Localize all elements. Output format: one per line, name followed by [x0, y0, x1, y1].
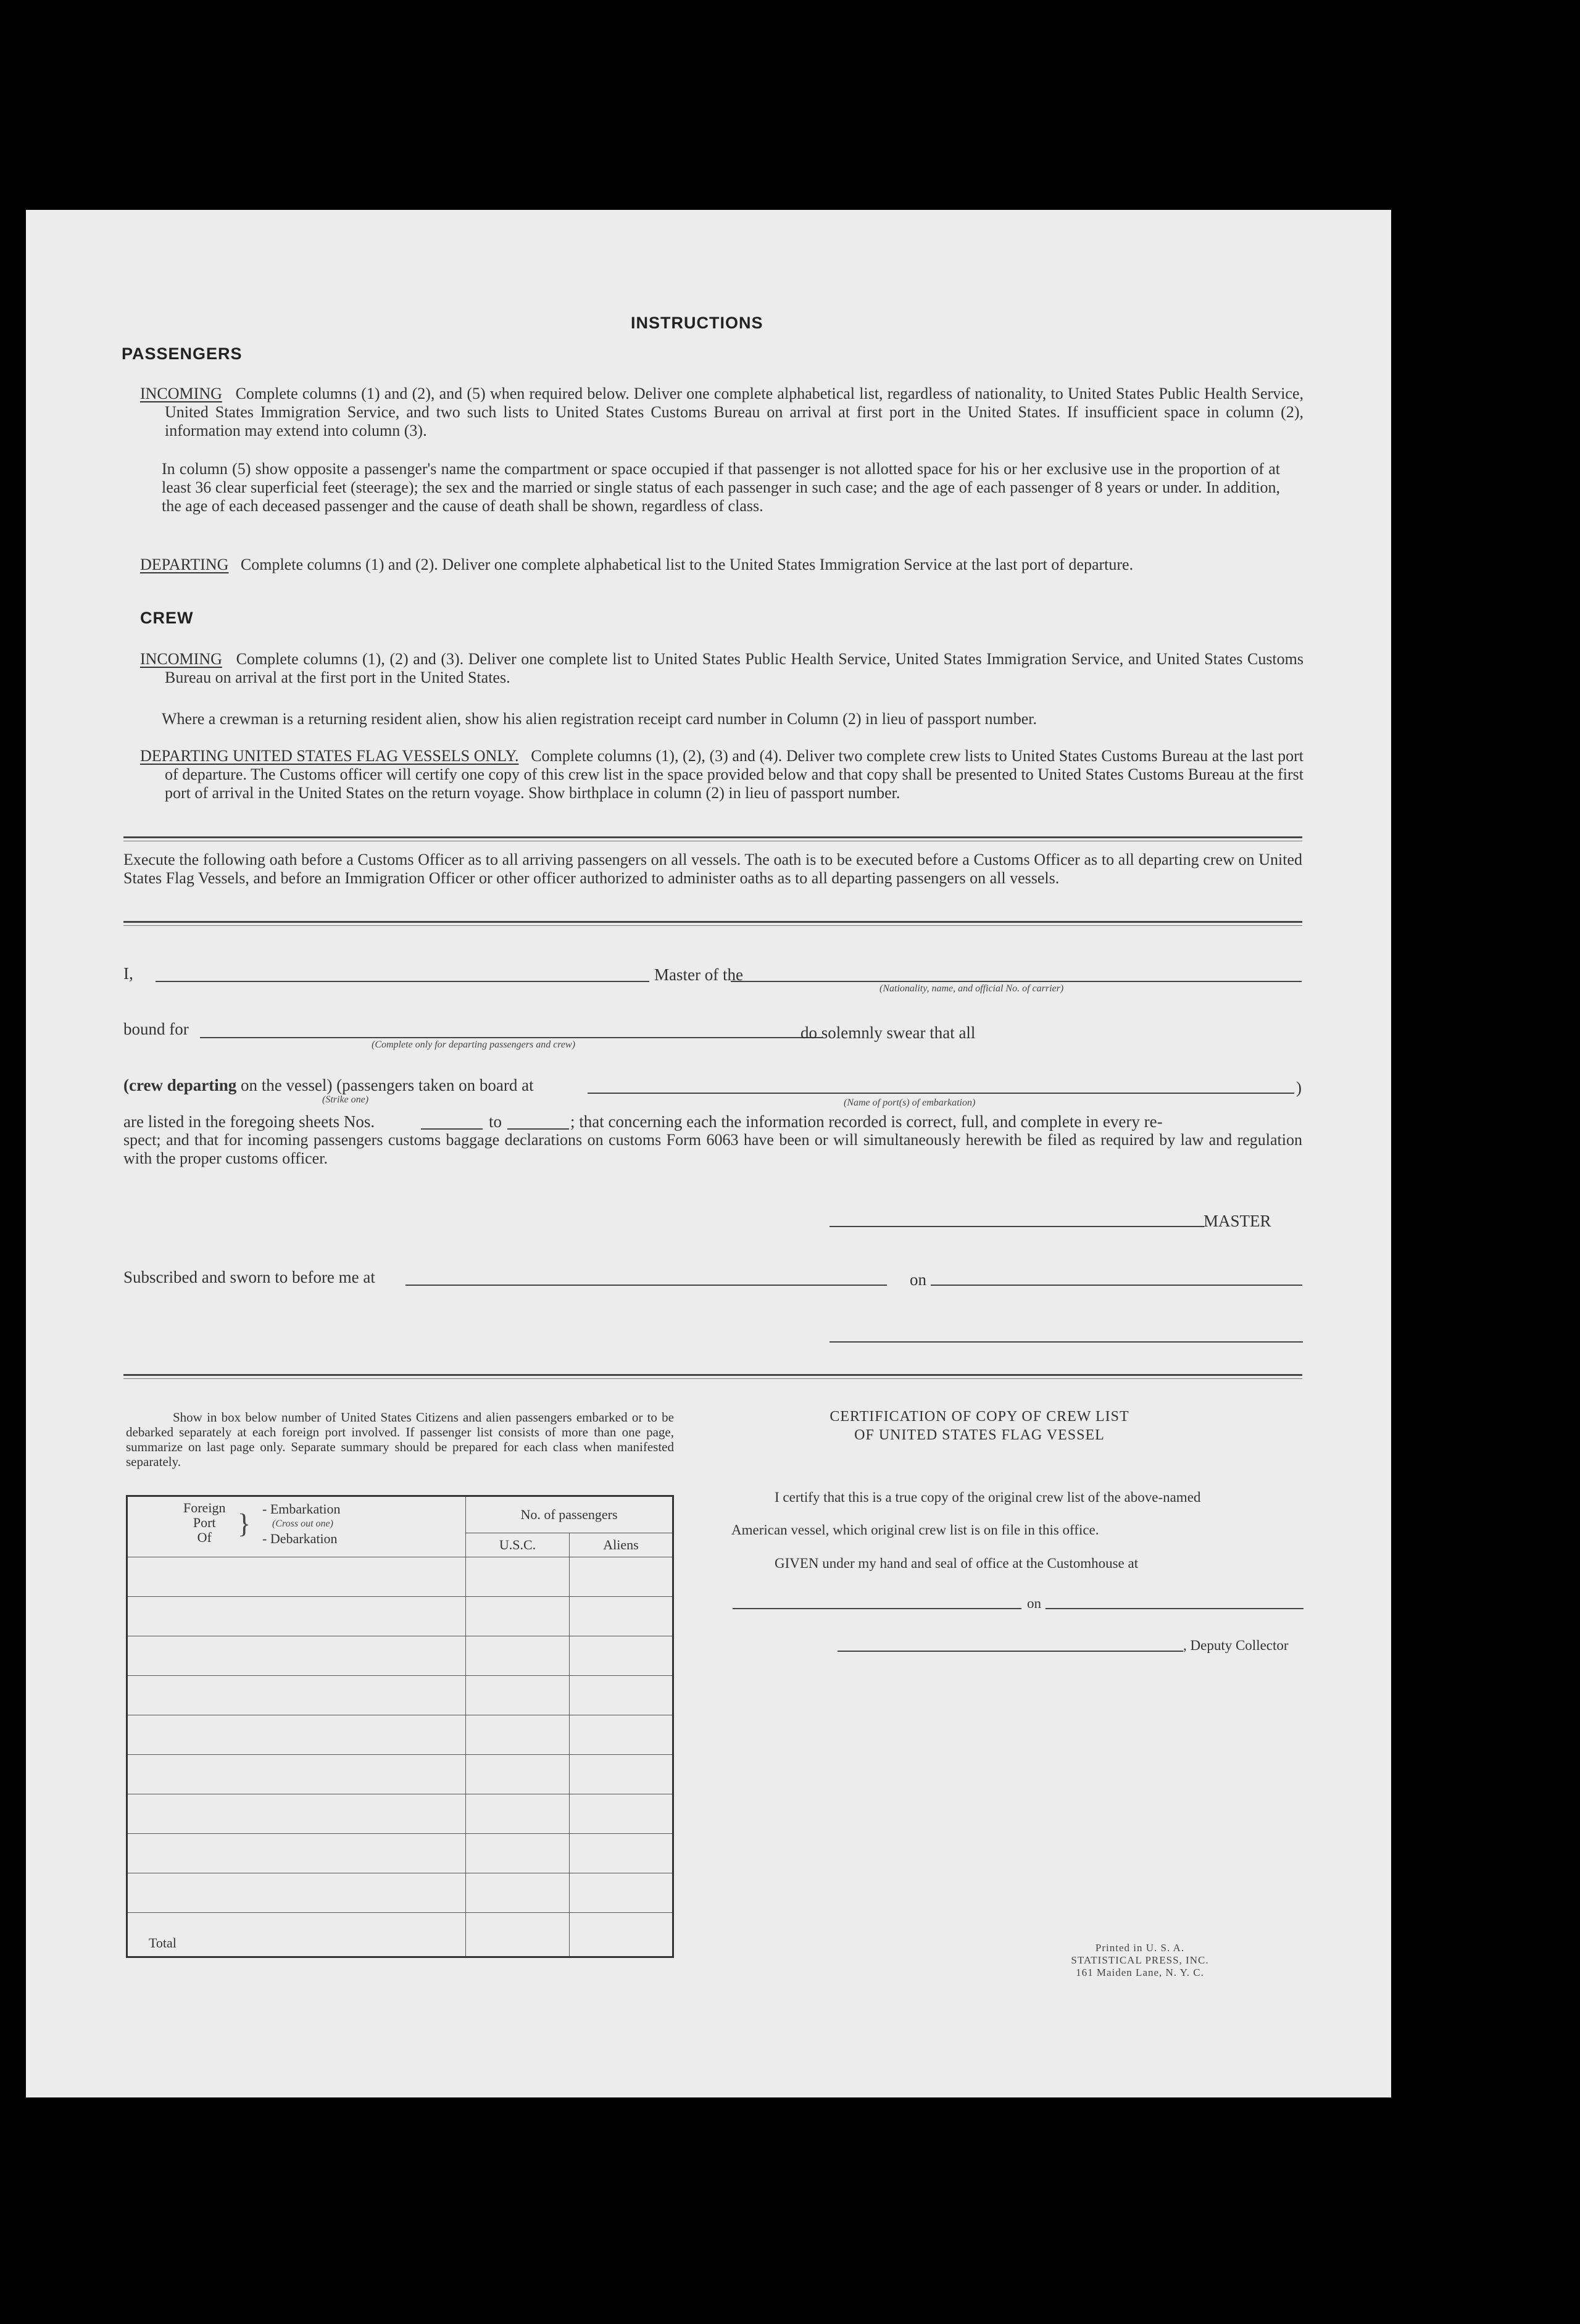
carrier-hint: (Nationality, name, and official No. of carrier) — [879, 983, 1064, 994]
certification-line-2: American vessel, which original crew list is on file in this office. — [731, 1522, 1099, 1538]
summary-instructions: Show in box below number of United States Citizens and alien passengers embarked or to be debarked separately at each foreign port involved. If passenger list consists of more than one page, summarize on last page only. Separate summary should be prepared for each class when manifested separately. — [126, 1410, 674, 1469]
usc-cell[interactable] — [466, 1636, 570, 1676]
crew-heading: CREW — [140, 609, 194, 627]
table-row — [127, 1557, 673, 1597]
certification-heading-2: OF UNITED STATES FLAG VESSEL — [854, 1427, 1105, 1443]
bound-for-label: bound for — [123, 1020, 189, 1038]
crew-departing-label: DEPARTING UNITED STATES FLAG VESSELS ONLY. — [140, 747, 519, 765]
table-row — [127, 1794, 673, 1834]
listed-text-3: spect; and that for incoming passengers customs baggage declarations on customs Form 6063 have been or will simultaneously herewith be filed as required by law and regulation with the proper customs officer. — [123, 1131, 1302, 1167]
port-label: Port — [193, 1515, 216, 1530]
of-label: Of — [197, 1530, 212, 1545]
embarkation-label: - Embarkation — [262, 1501, 341, 1517]
crew-departing-text: Complete columns (1), (2), (3) and (4). Deliver two complete crew lists to United States Customs Bureau at the last port of departure. The Customs officer will certify one copy of this crew list in the space provided below and that copy shall be presented to United States Customs Bureau at the first port of arrival in the United States on the return voyage. Show birthplace in column (2) in lieu of passport number. — [165, 747, 1304, 802]
crew-resident-paragraph: Where a crewman is a returning resident alien, show his alien registration receipt card number in Column (2) in lieu of passport number. — [162, 710, 1037, 728]
printer-line-2: STATISTICAL PRESS, INC. — [1071, 1954, 1209, 1966]
usc-cell[interactable] — [466, 1676, 570, 1715]
divider — [123, 921, 1302, 926]
table-row — [127, 1676, 673, 1715]
usc-cell[interactable] — [466, 1794, 570, 1834]
master-name-field[interactable] — [156, 981, 649, 982]
debarkation-label: - Debarkation — [262, 1531, 338, 1546]
total-label: Total — [127, 1913, 466, 1957]
passengers-column5-paragraph: In column (5) show opposite a passenger's name the compartment or space occupied if that passenger is not allotted space for his or her exclusive use in the proportion of at least 36 clear superficial feet (steerage); the sex and the married or single status of each passenger in such case; and the age of each passenger of 8 years or under. In addition, the age of each deceased passenger and the cause of death shall be shown, regardless of class. — [162, 460, 1280, 515]
certification-line-1: I certify that this is a true copy of the original crew list of the above-named — [775, 1489, 1201, 1505]
passengers-incoming-text: Complete columns (1) and (2), and (5) when required below. Deliver one complete alphabetical list, regardless of nationality, to United States Public Health Service, United States Immigration Service, and two such lists to United States Customs Bureau on arrival at first port in the United States. If insufficient space in column (2), information may extend into column (3). — [165, 385, 1304, 439]
summary-table — [126, 1495, 674, 1958]
form-page — [26, 210, 1391, 2097]
port-cell[interactable] — [127, 1834, 466, 1873]
usc-total-cell[interactable] — [466, 1913, 570, 1957]
aliens-cell[interactable] — [570, 1755, 673, 1794]
sheet-to-field[interactable] — [507, 1128, 569, 1130]
passengers-incoming-paragraph — [140, 385, 1304, 440]
listed-text-2: ; that concerning each the information recorded is correct, full, and complete in every re- — [570, 1112, 1163, 1131]
certification-date-field[interactable] — [1046, 1608, 1304, 1609]
swear-label: do solemnly swear that all — [800, 1023, 976, 1042]
certification-heading — [736, 1407, 1223, 1444]
crew-incoming-paragraph — [140, 650, 1304, 687]
listed-text-1: are listed in the foregoing sheets Nos. — [123, 1112, 375, 1131]
usc-cell[interactable] — [466, 1834, 570, 1873]
certification-heading-1: CERTIFICATION OF COPY OF CREW LIST — [830, 1409, 1129, 1425]
deputy-collector-label: , Deputy Collector — [1183, 1638, 1289, 1653]
usc-cell[interactable] — [466, 1557, 570, 1597]
strike-hint: (Strike one) — [322, 1094, 369, 1105]
subscribed-label: Subscribed and sworn to before me at — [123, 1268, 375, 1286]
crew-departing-bold: (crew departing — [123, 1076, 237, 1094]
table-row — [127, 1873, 673, 1913]
carrier-field[interactable] — [731, 981, 1302, 982]
foreign-label: Foreign — [183, 1500, 226, 1515]
oath-instructions: Execute the following oath before a Customs Officer as to all arriving passengers on all vessels. The oath is to be executed before a Customs Officer as to all departing crew on United States Flag Vessels, and before an Immigration Officer or other officer authorized to administer oaths as to all departing passengers on all vessels. — [123, 851, 1302, 887]
table-row — [127, 1755, 673, 1794]
passengers-departing-label: DEPARTING — [140, 556, 229, 573]
table-row — [127, 1715, 673, 1755]
embark-debark-labels — [262, 1502, 340, 1546]
port-cell[interactable] — [127, 1715, 466, 1755]
port-cell[interactable] — [127, 1597, 466, 1636]
printer-line-1: Printed in U. S. A. — [1095, 1942, 1185, 1954]
brace-icon: } — [238, 1509, 251, 1539]
aliens-cell[interactable] — [570, 1597, 673, 1636]
aliens-cell[interactable] — [570, 1557, 673, 1597]
port-cell[interactable] — [127, 1557, 466, 1597]
aliens-cell[interactable] — [570, 1715, 673, 1755]
crew-incoming-text: Complete columns (1), (2) and (3). Deliver one complete list to United States Public Health Service, United States Immigration Service, and United States Customs Bureau on arrival at the first port in the United States. — [165, 650, 1304, 686]
aliens-cell[interactable] — [570, 1794, 673, 1834]
port-embarkation-field[interactable] — [588, 1093, 1294, 1094]
aliens-total-cell[interactable] — [570, 1913, 673, 1957]
aliens-header: Aliens — [570, 1533, 673, 1557]
crew-departing-paragraph — [140, 747, 1304, 802]
port-cell[interactable] — [127, 1873, 466, 1913]
sheet-from-field[interactable] — [421, 1128, 483, 1130]
bound-for-hint: (Complete only for departing passengers and crew) — [372, 1039, 576, 1050]
divider — [123, 1374, 1302, 1379]
crew-incoming-label: INCOMING — [140, 650, 222, 668]
master-label: MASTER — [1204, 1212, 1271, 1230]
port-cell[interactable] — [127, 1676, 466, 1715]
total-row — [127, 1913, 673, 1957]
customhouse-field[interactable] — [733, 1608, 1021, 1609]
certification-on-label: on — [1027, 1596, 1041, 1611]
divider — [123, 836, 1302, 841]
passengers-departing-text: Complete columns (1) and (2). Deliver one complete alphabetical list to the United States Immigration Service at the last port of departure. — [240, 556, 1134, 573]
page-title: INSTRUCTIONS — [631, 314, 763, 332]
crew-passengers-line — [123, 1076, 534, 1095]
bound-for-field[interactable] — [200, 1037, 822, 1038]
table-row — [127, 1834, 673, 1873]
to-label: to — [489, 1112, 502, 1131]
aliens-cell[interactable] — [570, 1636, 673, 1676]
deputy-signature-field[interactable] — [838, 1651, 1183, 1652]
cross-out-hint: (Cross out one) — [272, 1518, 333, 1529]
certification-line-3: GIVEN under my hand and seal of office at the Customhouse at — [775, 1556, 1139, 1571]
master-of-label: Master of the — [654, 965, 743, 984]
printer-line-3: 161 Maiden Lane, N. Y. C. — [1076, 1967, 1204, 1978]
sworn-place-field[interactable] — [405, 1285, 887, 1286]
oath-i-label: I, — [123, 964, 133, 983]
summary-header-row — [127, 1496, 673, 1533]
table-row — [127, 1597, 673, 1636]
port-cell[interactable] — [127, 1636, 466, 1676]
crew-departing-rest: on the vessel) (passengers taken on board at — [236, 1076, 534, 1094]
usc-cell[interactable] — [466, 1873, 570, 1913]
close-paren: ) — [1296, 1078, 1302, 1097]
printer-imprint — [1044, 1942, 1236, 1979]
port-cell[interactable] — [127, 1794, 466, 1834]
foreign-port-of-label — [183, 1501, 225, 1545]
sworn-on-label: on — [910, 1270, 926, 1289]
passengers-departing-paragraph — [140, 556, 1304, 574]
port-cell[interactable] — [127, 1755, 466, 1794]
passengers-heading: PASSENGERS — [122, 344, 243, 363]
no-passengers-header: No. of passengers — [466, 1496, 673, 1533]
usc-header: U.S.C. — [466, 1533, 570, 1557]
master-signature-field[interactable] — [830, 1226, 1204, 1227]
usc-cell[interactable] — [466, 1597, 570, 1636]
ports-hint: (Name of port(s) of embarkation) — [844, 1097, 976, 1108]
aliens-cell[interactable] — [570, 1873, 673, 1913]
table-row — [127, 1636, 673, 1676]
sworn-date-field[interactable] — [931, 1285, 1302, 1286]
aliens-cell[interactable] — [570, 1834, 673, 1873]
usc-cell[interactable] — [466, 1715, 570, 1755]
passengers-incoming-label: INCOMING — [140, 385, 222, 402]
usc-cell[interactable] — [466, 1755, 570, 1794]
port-header-cell — [127, 1496, 466, 1557]
officer-signature-field[interactable] — [830, 1341, 1303, 1343]
aliens-cell[interactable] — [570, 1676, 673, 1715]
